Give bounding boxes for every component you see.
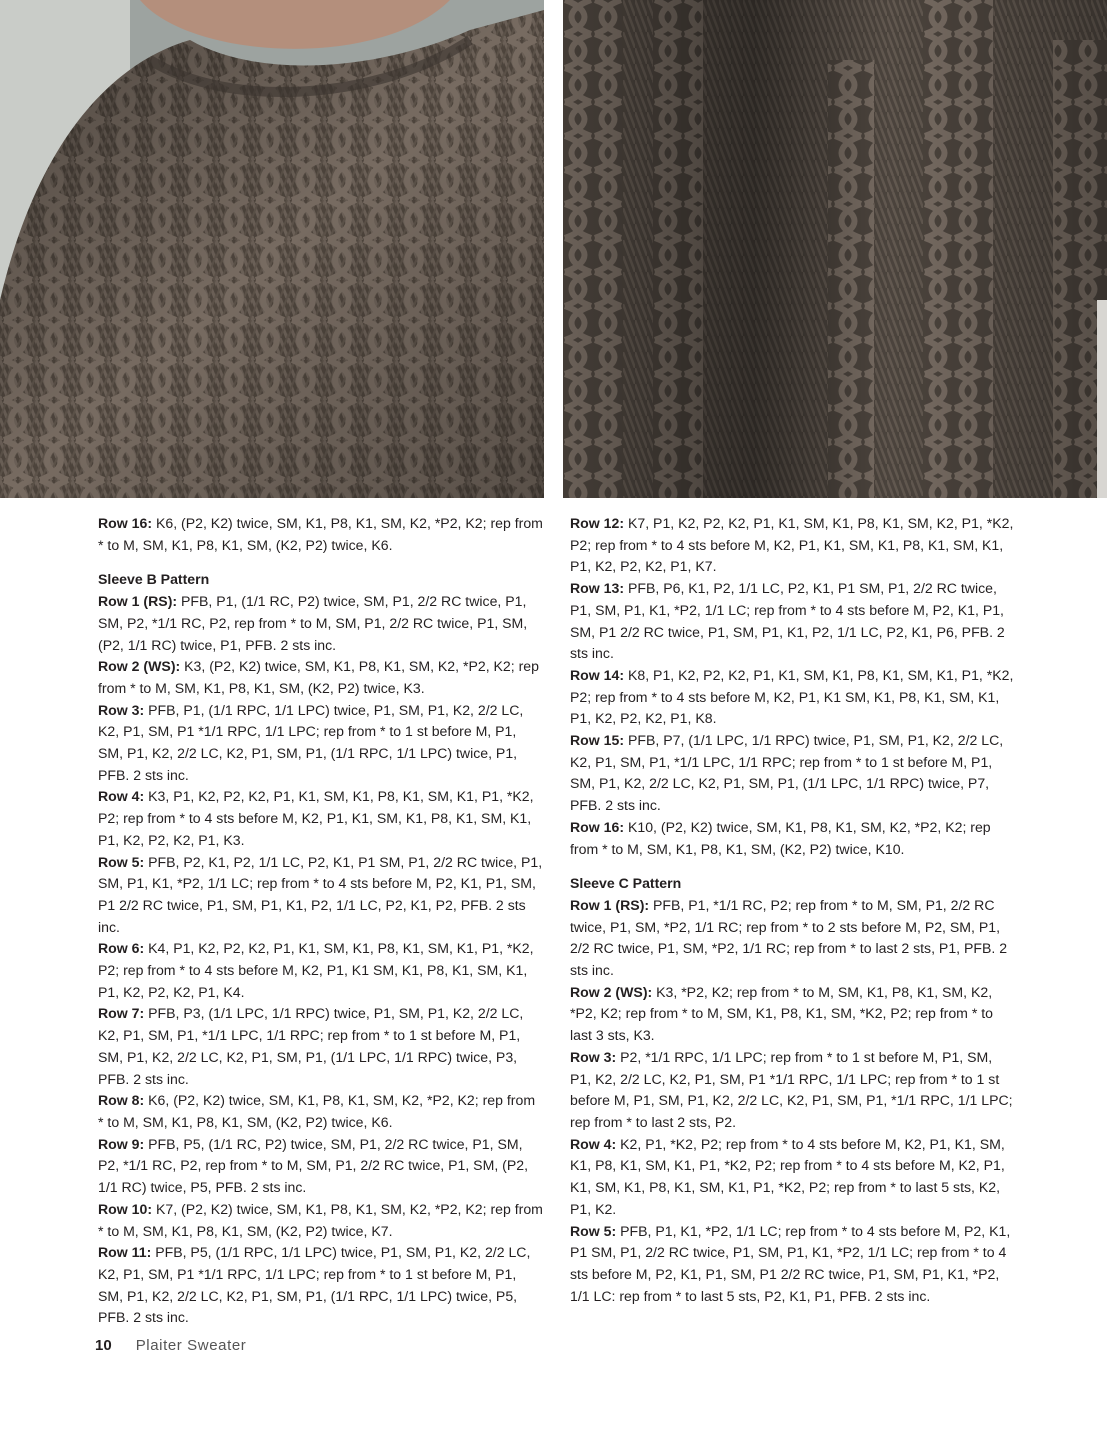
row-instructions: K2, P1, *K2, P2; rep from * to 4 sts before M, K2, P1, K1, SM, K1, P8, K1, SM, K1, P1, *K2, P2; rep from * to 4 sts before M, K2, P1, K1, SM, K1, P8, K1, SM, K1, P1, *K2, P2; rep from * to last 5 sts, K2, P1, K2. [570, 1135, 1005, 1217]
row-label: Row 3: [98, 701, 145, 718]
row-instructions: PFB, P5, (1/1 RPC, 1/1 LPC) twice, P1, SM, P1, K2, 2/2 LC, K2, P1, SM, P1 *1/1 RPC, 1/1 LPC; rep from * to 1 st before M, P1, SM, P1, K2, 2/2 LC, K2, P1, SM, P1, (1/1 RPC, 1/1 LPC) twice, P5, PFB. 2 sts inc. [98, 1244, 531, 1326]
pattern-row [98, 938, 543, 1003]
pattern-row [98, 852, 543, 939]
pattern-row [98, 700, 543, 787]
pattern-row [570, 665, 1015, 730]
pattern-row [98, 1199, 543, 1242]
row-instructions: K7, (P2, K2) twice, SM, K1, P8, K1, SM, K2, *P2, K2; rep from * to M, SM, K1, P8, K1, SM, (K2, P2) twice, K7. [98, 1200, 543, 1239]
row-instructions: P2, *1/1 RPC, 1/1 LPC; rep from * to 1 st before M, P1, SM, P1, K2, 2/2 LC, K2, P1, SM, P1 *1/1 RPC, 1/1 LPC; rep from * to 1 st before M, P1, SM, P1, K2, 2/2 LC, K2, P1, SM, P1, *1/1 RPC, 1/1 LPC; rep from * to last 2 sts, P2. [570, 1048, 1013, 1130]
pattern-row [98, 786, 543, 851]
pattern-row [570, 730, 1015, 817]
row-instructions: PFB, P5, (1/1 RC, P2) twice, SM, P1, 2/2 RC twice, P1, SM, P2, *1/1 RC, P2, rep from * to M, SM, P1, 2/2 RC twice, P1, SM, (P2, 1/1 RC) twice, P5, PFB. 2 sts inc. [98, 1135, 529, 1196]
row-instructions: PFB, P3, (1/1 LPC, 1/1 RPC) twice, P1, SM, P1, K2, 2/2 LC, K2, P1, SM, P1, *1/1 LPC, 1/1 RPC; rep from * to 1 st before M, P1, SM, P1, K2, 2/2 LC, K2, P1, SM, P1, (1/1 LPC, 1/1 RPC) twice, P3, PFB. 2 sts inc. [98, 1005, 524, 1087]
row-label: Row 2 (WS): [98, 658, 181, 675]
row-instructions: K3, *P2, K2; rep from * to M, SM, K1, P8, K1, SM, K2, *P2, K2; rep from * to M, SM, K1, P8, K1, SM, *K2, P2; rep from * to last 3 sts, K3. [570, 983, 993, 1044]
sleeve-b-heading: Sleeve B Pattern [98, 571, 210, 588]
row-label: Row 6: [98, 940, 145, 957]
sleeve-c-heading: Sleeve C Pattern [570, 875, 682, 892]
row-instructions: K8, P1, K2, P2, K2, P1, K1, SM, K1, P8, K1, SM, K1, P1, *K2, P2; rep from * to 4 sts before M, K2, P1, K1 SM, K1, P8, K1, SM, K1, P1, K2, P2, K2, P1, K8. [570, 666, 1014, 727]
row-label: Row 16: [98, 515, 153, 531]
page-footer [95, 1336, 246, 1356]
pattern-row [570, 1047, 1015, 1134]
row-label: Row 4: [570, 1135, 617, 1152]
row-instructions: K10, (P2, K2) twice, SM, K1, P8, K1, SM, K2, *P2, K2; rep from * to M, SM, K1, P8, K1, SM, (K2, P2) twice, K10. [570, 818, 991, 857]
row-instructions: PFB, P7, (1/1 LPC, 1/1 RPC) twice, P1, SM, P1, K2, 2/2 LC, K2, P1, SM, P1, *1/1 LPC, 1/1 RPC; rep from * to 1 st before M, P1, SM, P1, K2, 2/2 LC, K2, P1, SM, P1, (1/1 LPC, 1/1 RPC) twice, P7, PFB. 2 sts inc. [570, 732, 1004, 814]
pattern-row [570, 982, 1015, 1047]
row-label: Row 2 (WS): [570, 983, 653, 1000]
row-instructions: PFB, P1, (1/1 RPC, 1/1 LPC) twice, P1, SM, P1, K2, 2/2 LC, K2, P1, SM, P1 *1/1 RPC, 1/1 LPC; rep from * to 1 st before M, P1, SM, P1, K2, 2/2 LC, K2, P1, SM, P1, (1/1 RPC, 1/1 LPC) twice, P1, PFB. 2 sts inc. [98, 701, 524, 783]
row-label: Row 10: [98, 1200, 153, 1217]
row-instructions: PFB, P6, K1, P2, 1/1 LC, P2, K1, P1 SM, P1, 2/2 RC twice, P1, SM, P1, K1, *P2, 1/1 LC; rep from * to 4 sts before M, P2, K1, P1, SM, P1 2/2 RC twice, P1, SM, P1, K1, P2, 1/1 LC, P2, K1, P6, PFB. 2 sts inc. [570, 580, 1005, 662]
pattern-row [98, 513, 543, 556]
row-instructions: K6, (P2, K2) twice, SM, K1, P8, K1, SM, K2, *P2, K2; rep from * to M, SM, K1, P8, K1, SM, (K2, P2) twice, K6. [98, 1092, 536, 1130]
right-text-column [570, 513, 1015, 1307]
row-label: Row 9: [98, 1135, 145, 1152]
row-label: Row 5: [98, 853, 145, 870]
row-label: Row 1 (RS): [570, 896, 650, 913]
row-label: Row 12: [570, 515, 625, 531]
pattern-row [98, 1242, 543, 1329]
pattern-row [98, 656, 543, 699]
row-instructions: PFB, P2, K1, P2, 1/1 LC, P2, K1, P1 SM, P1, 2/2 RC twice, P1, SM, P1, K1, *P2, 1/1 LC; rep from * to 4 sts before M, P2, K1, P1, SM, P1 2/2 RC twice, P1, SM, P1, K1, P2, 1/1 LC, P2, K1, P2, PFB. 2 sts inc. [98, 853, 543, 935]
pattern-row [98, 1134, 543, 1199]
row-instructions: PFB, P1, (1/1 RC, P2) twice, SM, P1, 2/2 RC twice, P1, SM, P2, *1/1 RC, P2, rep from * to M, SM, P1, 2/2 RC twice, P1, SM, (P2, 1/1 RC) twice, P1, PFB. 2 sts inc. [98, 593, 528, 653]
pattern-title: Plaiter Sweater [135, 1337, 247, 1354]
pattern-row [570, 1134, 1015, 1221]
row-label: Row 7: [98, 1005, 145, 1022]
sweater-sleeve-photo [563, 0, 1107, 498]
row-label: Row 3: [570, 1048, 617, 1065]
pattern-row [570, 513, 1015, 578]
row-instructions: K4, P1, K2, P2, K2, P1, K1, SM, K1, P8, K1, SM, K1, P1, *K2, P2; rep from * to 4 sts before M, K2, P1, K1 SM, K1, P8, K1, SM, K1, P1, K2, P2, K2, P1, K4. [98, 940, 534, 1000]
row-instructions: K3, P1, K2, P2, K2, P1, K1, SM, K1, P8, K1, SM, K1, P1, *K2, P2; rep from * to 4 sts before M, K2, P1, K1, SM, K1, P8, K1, SM, K1, P1, K2, P2, K2, P1, K3. [98, 788, 534, 848]
sweater-sleeve-image [563, 0, 1107, 498]
row-label: Row 5: [570, 1222, 617, 1239]
left-text-column [98, 513, 543, 1329]
pattern-row [98, 591, 543, 656]
row-label: Row 14: [570, 666, 625, 683]
sweater-yoke-photo [0, 0, 544, 498]
row-label: Row 4: [98, 788, 145, 805]
row-label: Row 8: [98, 1092, 145, 1109]
row-label: Row 15: [570, 732, 625, 749]
pattern-row [98, 1003, 543, 1090]
pattern-row [570, 1221, 1015, 1308]
sweater-yoke-image [0, 0, 544, 498]
row-label: Row 13: [570, 580, 625, 597]
pattern-row [98, 1090, 543, 1133]
row-instructions: PFB, P1, K1, *P2, 1/1 LC; rep from * to 4 sts before M, P2, K1, P1 SM, P1, 2/2 RC twice, P1, SM, P1, K1, *P2, 1/1 LC; rep from * to 4 sts before M, P2, K1, P1, SM, P1 2/2 RC twice, P1, SM, P1, K1, *P2, 1/1 LC: rep from * to last 5 sts, P2, K1, P1, PFB. 2 sts inc. [570, 1222, 1011, 1304]
row-label: Row 1 (RS): [98, 593, 178, 610]
row-instructions: PFB, P1, *1/1 RC, P2; rep from * to M, SM, P1, 2/2 RC twice, P1, SM, *P2, 1/1 RC; rep from * to 2 sts before M, P2, SM, P1, 2/2 RC twice, P1, SM, *P2, 1/1 RC; rep from * to last 2 sts, P1, PFB. 2 sts inc. [570, 896, 1008, 979]
row-instructions: K3, (P2, K2) twice, SM, K1, P8, K1, SM, K2, *P2, K2; rep from * to M, SM, K1, P8, K1, SM, (K2, P2) twice, K3. [98, 658, 539, 696]
row-instructions: K6, (P2, K2) twice, SM, K1, P8, K1, SM, K2, *P2, K2; rep from * to M, SM, K1, P8, K1, SM, (K2, P2) twice, K6. [98, 515, 543, 553]
pattern-row [570, 895, 1015, 982]
pattern-row [570, 578, 1015, 665]
row-instructions: K7, P1, K2, P2, K2, P1, K1, SM, K1, P8, K1, SM, K2, P1, *K2, P2; rep from * to 4 sts before M, K2, P1, K1, SM, K1, P8, K1, SM, K1, P1, K2, P2, K2, P1, K7. [570, 515, 1014, 575]
row-label: Row 16: [570, 818, 625, 835]
row-label: Row 11: [98, 1244, 152, 1261]
pattern-row [570, 817, 1015, 860]
page-number: 10 [95, 1337, 112, 1354]
